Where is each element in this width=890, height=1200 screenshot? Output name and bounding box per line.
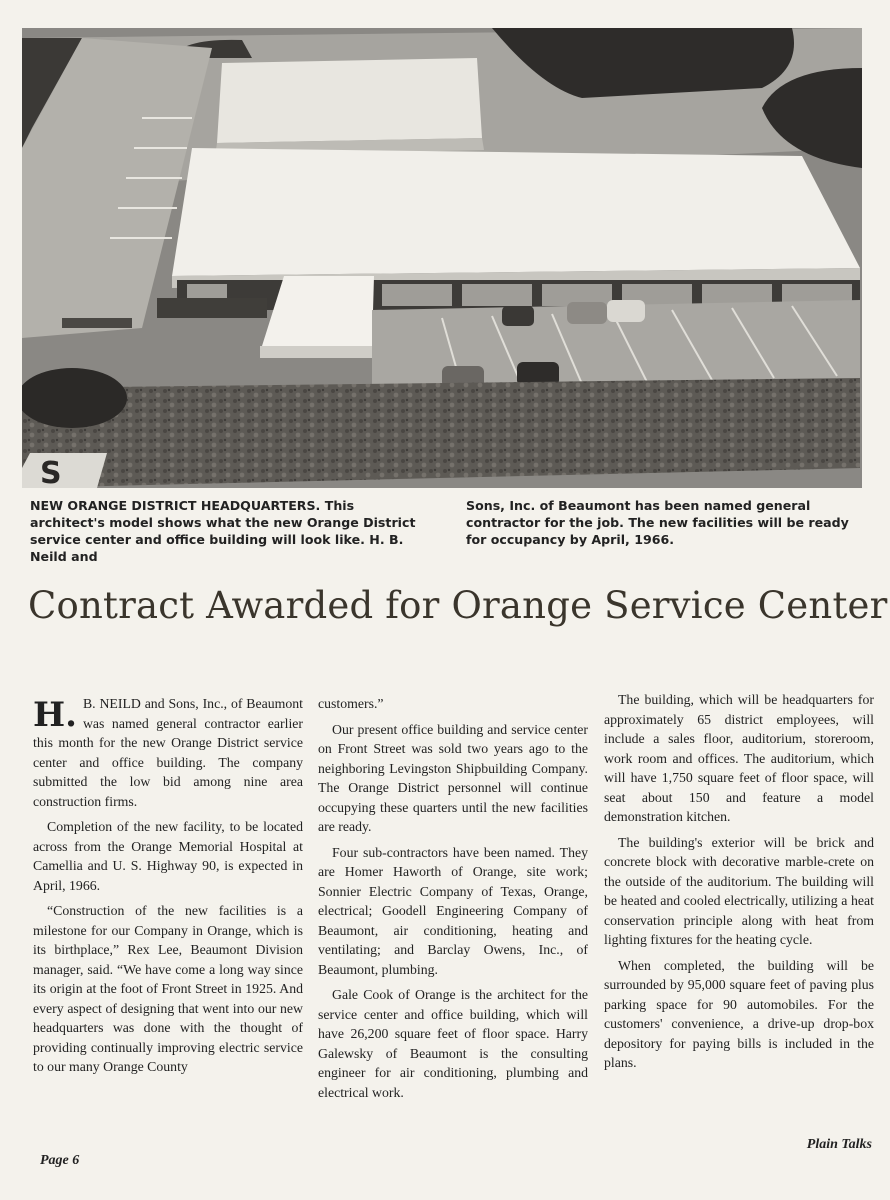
paragraph: customers.” xyxy=(318,696,384,711)
article-column-1 xyxy=(33,694,303,1083)
photo-caption-right: Sons, Inc. of Beaumont has been named general contractor for the job. The new facilities will be ready for occupancy by April, 1966. xyxy=(466,498,849,547)
photo-caption-left: NEW ORANGE DISTRICT HEADQUARTERS. This architect's model shows what the new Orange District service center and office building will look like. H. B. Neild and xyxy=(30,498,416,564)
publication-name: Plain Talks xyxy=(806,1137,872,1152)
paragraph: The building, which will be headquarters for approximately 65 district employees, will include a sales floor, auditorium, storeroom, work room and offices. The auditorium, which will have 1,750 square feet of floor space, will seat about 150 and feature a model demonstration kitchen. xyxy=(604,692,874,824)
paragraph: The building's exterior will be brick and concrete block with decorative marble-crete on the outside of the auditorium. The building will be heated and cooled electrically, utilizing a heat conservation principle along with heat from lighting fixtures for the heating cycle. xyxy=(604,834,874,947)
paragraph: Gale Cook of Orange is the architect for the service center and office building, which will have 26,200 square feet of floor space. Harry Galewsky of Beaumont is the consulting engineer for air conditioning, plumbing and electrical work. xyxy=(318,987,588,1100)
sign-letter: S xyxy=(40,456,62,488)
paragraph: “Construction of the new facilities is a milestone for our Company in Orange, which is its birthplace,” Rex Lee, Beaumont Division manager, said. “We have come a long way since its origin at the foot of Front Street in 1925. And every aspect of designing that went into our new headquarters was done with the thought of providing continually improving electric service to our many Orange County xyxy=(33,903,303,1074)
architect-model-photo xyxy=(22,28,862,488)
article-headline: Contract Awarded for Orange Service Center xyxy=(28,584,888,627)
paragraph: Completion of the new facility, to be located across from the Orange Memorial Hospital at Camellia and U. S. Highway 90, is expected in April, 1966. xyxy=(33,819,303,893)
paragraph: Four sub-contractors have been named. They are Homer Haworth of Orange, site work; Sonnier Electric Company of Texas, Orange, electrical; Goodell Engineering Company of Beaumont, air conditioning, heating and ventilating; and Barclay Owens, Inc., of Beaumont, plumbing. xyxy=(318,844,588,977)
model-photo-illustration xyxy=(22,28,862,488)
paragraph: When completed, the building will be surrounded by 95,000 square feet of paving plus parking space for 90 automobiles. For the customers' convenience, a drive-up drop-box depository for paying bills is included in the plans. xyxy=(604,957,874,1070)
article-column-3 xyxy=(604,690,874,1079)
page-number: Page 6 xyxy=(40,1153,80,1168)
article-column-2 xyxy=(318,694,588,1108)
paragraph: Our present office building and service center on Front Street was sold two years ago to the neighboring Levingston Shipbuilding Company. The Orange District personnel will continue occupying these quarters until the new facilities are ready. xyxy=(318,721,588,834)
drop-cap: H. xyxy=(33,695,77,735)
paragraph: B. NEILD and Sons, Inc., of Beaumont was named general contractor earlier this month for the new Orange District service center and office building. The company submitted the low bid among nine area construction firms. xyxy=(33,696,303,809)
